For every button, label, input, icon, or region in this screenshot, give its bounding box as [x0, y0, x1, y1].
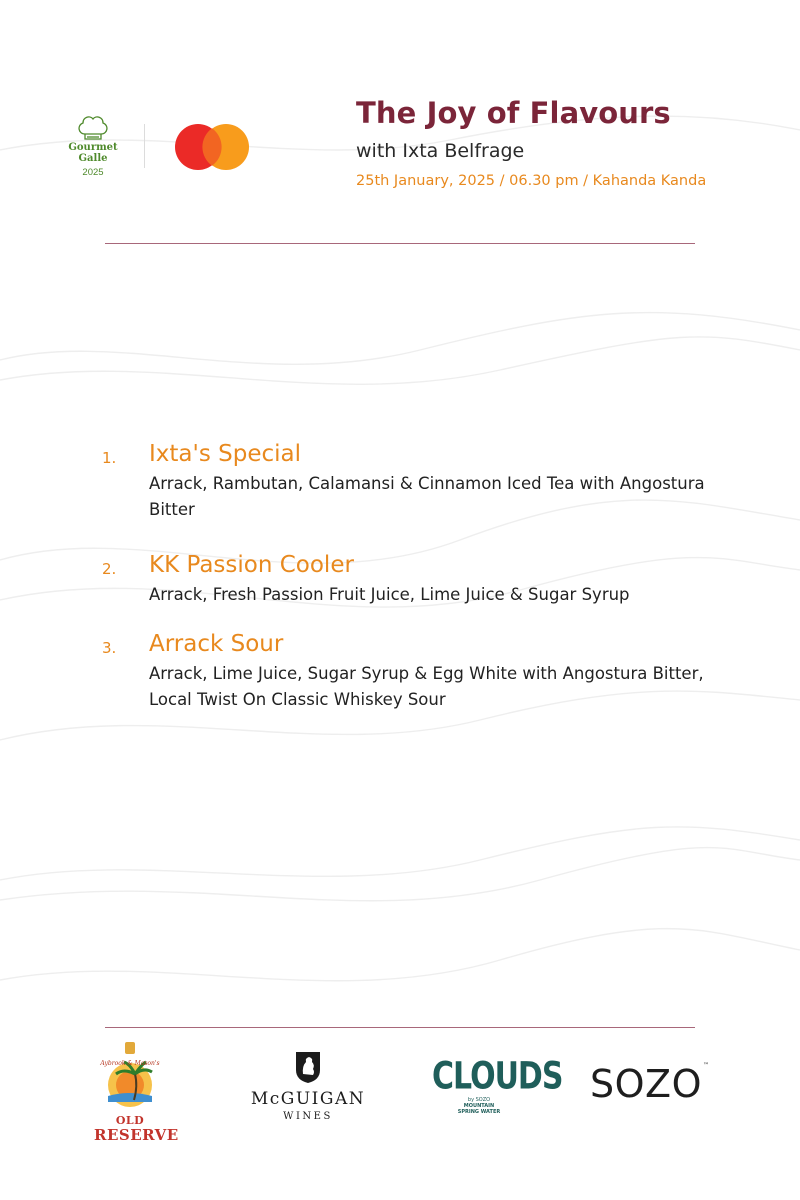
clouds-logo: [432, 1054, 563, 1115]
gourmet-galle-year: 2025: [82, 167, 104, 178]
menu-item: [100, 628, 720, 713]
event-subtitle: with Ixta Belfrage: [356, 140, 525, 162]
clouds-sub1: MOUNTAIN: [463, 1103, 495, 1109]
chef-hat-icon: [75, 112, 111, 142]
mastercard-logo: [172, 122, 252, 172]
menu-item-number: 3.: [102, 639, 117, 657]
event-details: 25th January, 2025 / 06.30 pm / Kahanda Kanda: [356, 173, 707, 189]
gourmet-galle-logo: [66, 112, 120, 178]
menu-item-name: Arrack Sour: [149, 631, 284, 657]
divider-bottom: [105, 1027, 695, 1028]
cocktail-menu: [100, 438, 720, 728]
menu-item-description: Arrack, Lime Juice, Sugar Syrup & Egg White with Angostura Bitter, Local Twist On Classic Whiskey Sour: [149, 664, 704, 709]
menu-item-name: Ixta's Special: [149, 441, 301, 467]
logo-divider: [144, 124, 145, 168]
gourmet-galle-line1: Gourmet: [68, 142, 118, 153]
gourmet-galle-line2: Galle: [78, 153, 108, 164]
sozo-name: SOZO: [590, 1062, 702, 1106]
menu-item-description: Arrack, Rambutan, Calamansi & Cinnamon Iced Tea with Angostura Bitter: [149, 474, 705, 519]
old-reserve-brand: Aybrook & Mason's: [100, 1060, 160, 1067]
old-reserve-line1: OLD: [115, 1114, 145, 1127]
menu-item-description: Arrack, Fresh Passion Fruit Juice, Lime Juice & Sugar Syrup: [149, 585, 630, 604]
mcguigan-sub: WINES: [283, 1111, 333, 1122]
old-reserve-line2: RESERVE: [94, 1126, 179, 1144]
menu-item-number: 2.: [102, 560, 117, 578]
sozo-trademark: ™: [703, 1062, 709, 1069]
divider-top: [105, 243, 695, 244]
menu-item: [100, 438, 720, 523]
mcguigan-name: McGUIGAN: [250, 1089, 366, 1109]
mcguigan-logo: [246, 1050, 370, 1122]
lion-crest-icon: [293, 1050, 323, 1084]
event-title: The Joy of Flavours: [356, 96, 671, 130]
menu-item-name: KK Passion Cooler: [149, 552, 354, 578]
clouds-by: by SOZO: [467, 1097, 491, 1103]
palm-sunset-icon: [94, 1040, 166, 1110]
menu-item: [100, 549, 720, 608]
menu-item-number: 1.: [102, 449, 117, 467]
old-reserve-logo: [94, 1040, 179, 1144]
sozo-logo: [590, 1062, 709, 1106]
clouds-name: CLOUDS: [432, 1054, 563, 1099]
clouds-sub2: SPRING WATER: [457, 1109, 501, 1115]
